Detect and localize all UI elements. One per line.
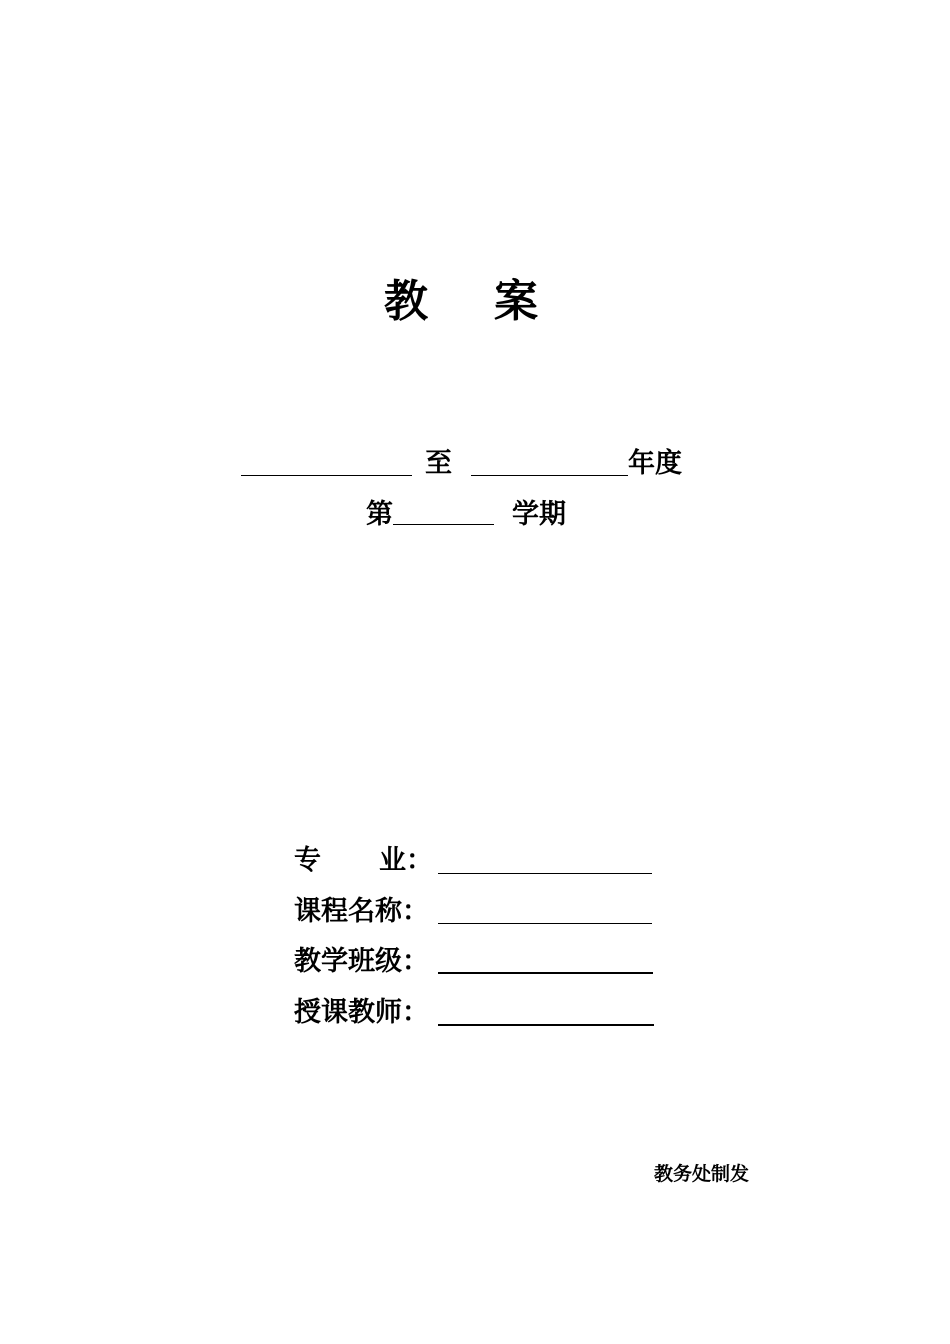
document-title [0, 272, 922, 332]
semester-suffix: 学期 [512, 499, 566, 530]
teacher-blank[interactable] [438, 1024, 654, 1026]
course-name-blank[interactable] [438, 923, 652, 924]
start-year-blank[interactable] [241, 475, 412, 476]
issuer-label: 教务处制发 [654, 1163, 750, 1185]
major-label: 专 业： [294, 845, 433, 876]
teacher-label: 授课教师： [294, 997, 429, 1028]
end-year-blank[interactable] [471, 475, 628, 476]
teaching-class-blank[interactable] [438, 972, 653, 974]
to-label: 至 [425, 448, 452, 479]
semester-prefix: 第 [366, 499, 393, 530]
title-char-2: 案 [494, 276, 538, 327]
teaching-class-label: 教学班级： [294, 946, 429, 977]
academic-year-label: 年度 [628, 448, 682, 479]
major-blank[interactable] [438, 873, 652, 874]
title-char-1: 教 [384, 276, 428, 327]
course-name-label: 课程名称： [294, 896, 429, 927]
semester-number-blank[interactable] [393, 524, 494, 525]
